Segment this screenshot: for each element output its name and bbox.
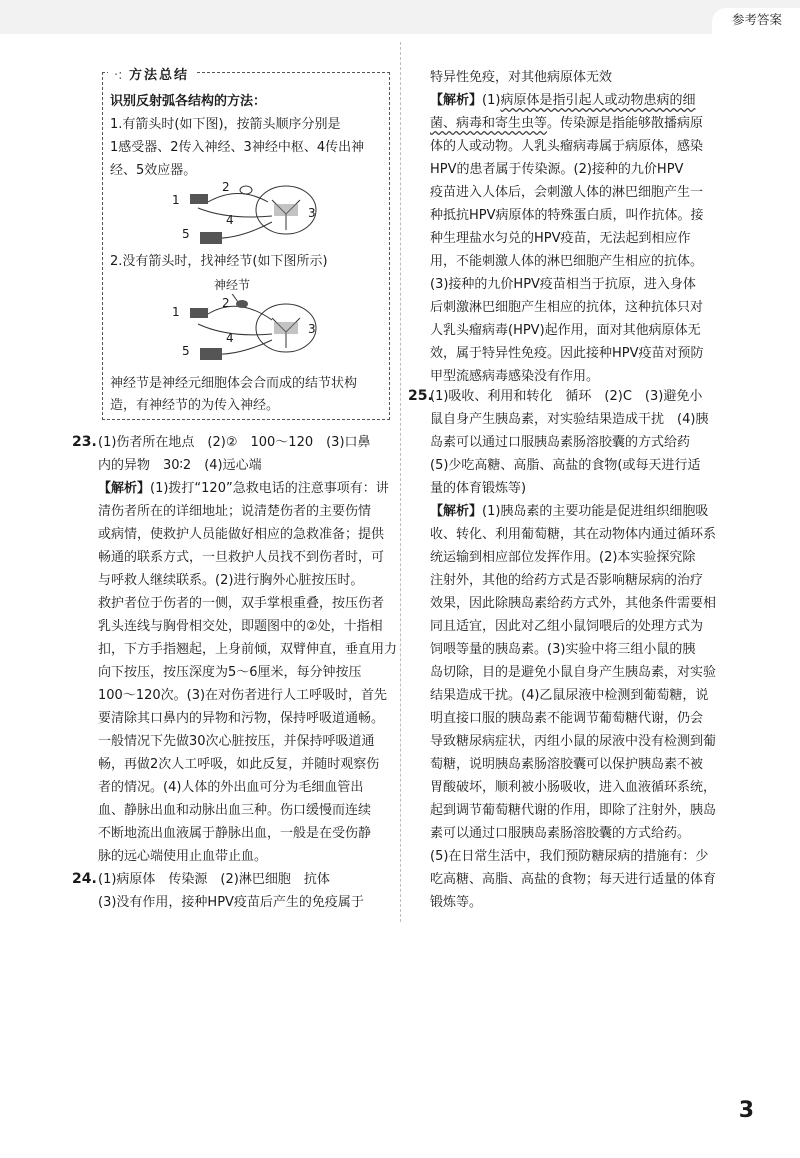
fig2-label: 5 — [182, 344, 190, 358]
q25-analysis-line: 吃高糖、高脂、高盐的食物；每天进行适量的体育 — [430, 872, 717, 887]
question-number-23: 23. — [72, 434, 97, 450]
q25-analysis-line: 收、转化、利用葡萄糖，其在动物体内通过循环系 — [430, 527, 717, 542]
q25-analysis-line: 岛切除，目的是避免小鼠自身产生胰岛素，对实验 — [430, 665, 717, 680]
method-line: 1.有箭头时(如下图)，按箭头顺序分别是 — [110, 117, 341, 132]
fig1-label: 4 — [226, 213, 234, 227]
q23-analysis-line: 脉的远心端使用止血带止血。 — [98, 849, 268, 864]
q25-analysis-line: 同且适宜，因此对乙组小鼠饲喂后的处理方式为 — [430, 619, 704, 634]
q23-analysis-line: 向下按压，按压深度为5～6厘米，每分钟按压 — [98, 665, 362, 680]
q23-analysis-line: 要清除其口鼻内的异物和污物，保持呼吸道通畅。 — [98, 711, 385, 726]
q24-analysis-line: 种生理盐水匀兑的HPV疫苗，无法起到相应作 — [430, 231, 691, 246]
q25-answer-line: 量的体育锻炼等) — [430, 481, 527, 496]
fig2-label: 4 — [226, 331, 234, 345]
method-line: 1感受器、2传入神经、3神经中枢、4传出神 — [110, 140, 365, 155]
fig2-label: 3 — [308, 322, 316, 336]
q25-answer-line: (5)少吃高糖、高脂、高盐的食物(或每天进行适 — [430, 458, 701, 473]
method-heading: 识别反射弧各结构的方法： — [110, 94, 267, 109]
q23-analysis-line: 乳头连线与胸骨相交处，即题图中的②处，十指相 — [98, 619, 383, 634]
q25-answer-line: 鼠自身产生胰岛素，对实验结果造成干扰 (4)胰 — [430, 412, 709, 427]
q23-analysis-line: 与呼救人继续联系。(2)进行胸外心脏按压时。 — [98, 573, 364, 588]
q24-analysis-line: 种抵抗HPV病原体的特殊蛋白质，叫作抗体。接 — [430, 208, 704, 223]
top-bar — [0, 0, 800, 34]
q23-answer-line: (1)伤者所在地点 (2)② 100～120 (3)口鼻 — [98, 435, 371, 450]
q24-analysis-line: 效，属于特异性免疫。因此接种HPV疫苗对预防 — [430, 346, 704, 361]
q25-analysis-line: 胃酸破坏，顺利被小肠吸收，进入血液循环系统， — [430, 780, 717, 795]
q25-analysis-line: 锻炼等。 — [430, 895, 483, 910]
q24-answer-line: (3)没有作用，接种HPV疫苗后产生的免疫属于 — [98, 895, 364, 910]
q24-analysis-line: (3)接种的九价HPV疫苗相当于抗原，进入身体 — [430, 277, 696, 292]
q25-analysis-line: 结果造成干扰。(4)乙鼠尿液中检测到葡萄糖，说 — [430, 688, 709, 703]
column-divider — [400, 42, 401, 922]
q23-analysis-line: 或病情，使救护人员能做好相应的急救准备；提供 — [98, 527, 385, 542]
q25-answer-line: (1)吸收、利用和转化 循环 (2)C (3)避免小 — [430, 389, 703, 404]
q25-analysis-line: 萄糖，说明胰岛素肠溶胶囊可以保护胰岛素不被 — [430, 757, 704, 772]
q23-analysis-line: 畅通的联系方式，一旦救护人员找不到伤者时，可 — [98, 550, 385, 565]
fig1-label: 1 — [172, 193, 180, 207]
method-summary-title: ·: 方法总结 — [108, 62, 195, 85]
q24-answer-line: 特异性免疫，对其他病原体无效 — [430, 70, 613, 85]
q23-analysis-line: 清伤者所在的详细地址；说清楚伤者的主要伤情 — [98, 504, 372, 519]
q25-analysis-line: 【解析】(1)胰岛素的主要功能是促进组织细胞吸 — [430, 504, 709, 519]
q23-analysis-line: 者的情况。(4)人体的外出血可分为毛细血管出 — [98, 780, 364, 795]
q25-analysis-line: 明直接口服的胰岛素不能调节葡萄糖代谢，仍会 — [430, 711, 704, 726]
q24-analysis-line: 用，不能刺激人体的淋巴细胞产生相应的抗体。 — [430, 254, 704, 269]
method-note: 造，有神经节的为传入神经。 — [110, 398, 280, 413]
q25-analysis-line: 起到调节葡萄糖代谢的作用，即除了注射外，胰岛 — [430, 803, 717, 818]
fig2-title: 神经节 — [214, 278, 251, 292]
fig1-label: 3 — [308, 206, 316, 220]
q24-analysis-line: 菌、病毒和寄生虫等。传染源是指能够散播病原 — [430, 116, 704, 131]
fig1-label: 5 — [182, 227, 190, 241]
q23-answer-line: 内的异物 30∶2 (4)远心端 — [98, 458, 262, 473]
method-line: 2.没有箭头时，找神经节(如下图所示) — [110, 254, 328, 269]
fig2-label: 2 — [222, 296, 230, 310]
q25-analysis-line: 统运输到相应部位发挥作用。(2)本实验探究除 — [430, 550, 696, 565]
q23-analysis-line: 扣，下方手指翘起，上身前倾，双臂伸直，垂直用力 — [98, 642, 398, 657]
q25-analysis-line: 导致糖尿病症状，丙组小鼠的尿液中没有检测到葡 — [430, 734, 717, 749]
header-label: 参考答案 — [731, 12, 782, 27]
q23-analysis-line: 血、静脉出血和动脉出血三种。伤口缓慢而连续 — [98, 803, 372, 818]
page-number: 3 — [738, 1098, 754, 1123]
question-number-24: 24. — [72, 871, 97, 887]
q23-analysis-line: 救护者位于伤者的一侧，双手掌根重叠，按压伤者 — [98, 596, 385, 611]
q23-analysis-line: 100～120次。(3)在对伤者进行人工呼吸时，首先 — [98, 688, 388, 703]
q24-analysis-line: 【解析】(1)病原体是指引起人或动物患病的细 — [430, 93, 696, 108]
fig2-label: 1 — [172, 305, 180, 319]
q24-analysis-line: HPV的患者属于传染源。(2)接种的九价HPV — [430, 162, 684, 177]
q25-analysis-line: 注射外，其他的给药方式是否影响糖尿病的治疗 — [430, 573, 704, 588]
question-number-25: 25. — [408, 388, 433, 404]
q24-analysis-line: 人乳头瘤病毒(HPV)起作用，面对其他病原体无 — [430, 323, 701, 338]
q25-analysis-line: 饲喂等量的胰岛素。(3)实验中将三组小鼠的胰 — [430, 642, 696, 657]
q23-analysis-line: 不断地流出血液属于静脉出血，一般是在受伤静 — [98, 826, 372, 841]
q25-analysis-line: 素可以通过口服胰岛素肠溶胶囊的方式给药。 — [430, 826, 691, 841]
q24-answer-line: (1)病原体 传染源 (2)淋巴细胞 抗体 — [98, 872, 330, 887]
method-note: 神经节是神经元细胞体会合而成的结节状构 — [110, 376, 358, 391]
q25-answer-line: 岛素可以通过口服胰岛素肠溶胶囊的方式给药 — [430, 435, 691, 450]
q24-analysis-line: 甲型流感病毒感染没有作用。 — [430, 369, 600, 384]
q23-analysis-line: 【解析】(1)拨打“120”急救电话的注意事项有：讲 — [98, 481, 389, 496]
fig1-label: 2 — [222, 180, 230, 194]
q24-analysis-line: 体的人或动物。人乳头瘤病毒属于病原体，感染 — [430, 139, 704, 154]
q25-analysis-line: 效果，因此除胰岛素给药方式外，其他条件需要相 — [430, 596, 717, 611]
method-line: 经、5效应器。 — [110, 163, 197, 178]
q24-analysis-line: 疫苗进入人体后，会刺激人体的淋巴细胞产生一 — [430, 185, 704, 200]
q24-analysis-line: 后刺激淋巴细胞产生相应的抗体，这种抗体只对 — [430, 300, 704, 315]
q23-analysis-line: 畅，再做2次人工呼吸，如此反复，并随时观察伤 — [98, 757, 380, 772]
q23-analysis-line: 一般情况下先做30次心脏按压，并保持呼吸道通 — [98, 734, 375, 749]
q25-analysis-line: (5)在日常生活中，我们预防糖尿病的措施有：少 — [430, 849, 709, 864]
